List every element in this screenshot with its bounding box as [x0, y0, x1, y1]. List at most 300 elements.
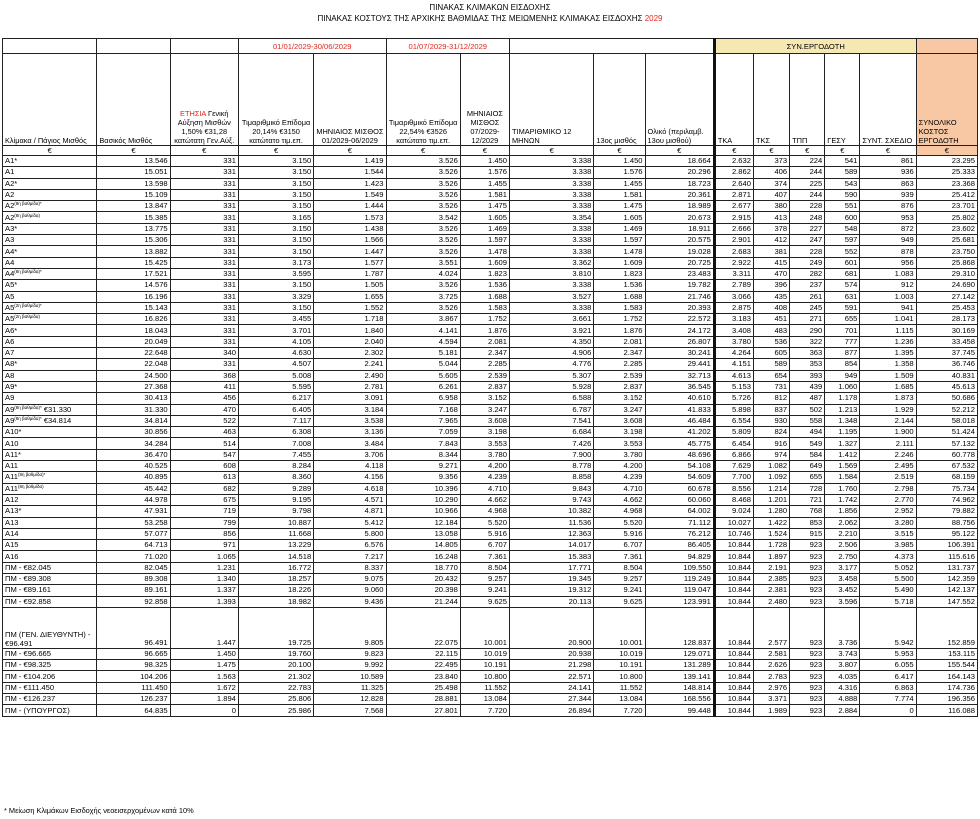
- cell: 1.569: [825, 461, 860, 472]
- cell: 152.859: [916, 607, 977, 648]
- cell: 3.183: [714, 314, 753, 325]
- cell: 7.217: [314, 551, 386, 562]
- cell: 3.150: [238, 223, 313, 234]
- cell: 22.495: [386, 660, 460, 671]
- row-label: [3, 268, 97, 279]
- cell: 331: [170, 201, 238, 212]
- cell: 406: [753, 167, 789, 178]
- cell: 8.468: [714, 494, 753, 505]
- cell: 9.257: [460, 573, 509, 584]
- row-label-text: ΠΜ (ΓΕΝ. ΔΙΕΥΘΥΝΤΗ) - €96.491: [5, 629, 91, 648]
- cell: 47.931: [97, 506, 170, 517]
- cell: 7.541: [510, 415, 594, 426]
- cell: 10.844: [714, 648, 753, 659]
- row-label: [3, 381, 97, 392]
- cell: 30.241: [645, 348, 714, 359]
- cell: 3.354: [510, 212, 594, 223]
- cell: 111.450: [97, 682, 170, 693]
- cell: 0: [170, 705, 238, 716]
- cell: 1.544: [314, 167, 386, 178]
- cell: 89.161: [97, 585, 170, 596]
- cell: 1.688: [460, 291, 509, 302]
- cell: 6.866: [714, 449, 753, 460]
- cell: 5.500: [860, 573, 916, 584]
- cell: 20.725: [645, 257, 714, 268]
- cell: 7.361: [594, 551, 645, 562]
- cell: 3.526: [386, 156, 460, 167]
- cell: 53.258: [97, 517, 170, 528]
- cell: 1.455: [460, 178, 509, 189]
- cell: 13.847: [97, 201, 170, 212]
- cell: 6.055: [860, 660, 916, 671]
- table-row: [3, 671, 978, 682]
- cell: 5.726: [714, 393, 753, 404]
- cell: 3.184: [314, 404, 386, 415]
- table-row: [3, 336, 978, 347]
- cell: 4.571: [314, 494, 386, 505]
- cell: 1.509: [860, 370, 916, 381]
- cell: 8.504: [460, 562, 509, 573]
- cell: 98.325: [97, 660, 170, 671]
- row-label: [3, 694, 97, 705]
- cell: 3.867: [386, 314, 460, 325]
- cell: 470: [170, 404, 238, 415]
- cell: 558: [790, 415, 825, 426]
- row-label: [3, 156, 97, 167]
- cell: 29.310: [916, 268, 977, 279]
- row-label: [3, 404, 97, 415]
- cell: 536: [753, 336, 789, 347]
- cell: 923: [790, 573, 825, 584]
- cell: 6.308: [238, 427, 313, 438]
- cell: 4.105: [238, 336, 313, 347]
- cell: 15.109: [97, 189, 170, 200]
- cell: 18.723: [645, 178, 714, 189]
- cell: 1.060: [825, 381, 860, 392]
- cell: 9.843: [510, 483, 594, 494]
- cell: 40.831: [916, 370, 977, 381]
- cell: 3.150: [238, 178, 313, 189]
- employer-contributions-header: ΣΥΝ.ΕΡΓΟΔΟΤΗ: [714, 39, 916, 54]
- cell: 18.911: [645, 223, 714, 234]
- row-label: [3, 393, 97, 404]
- cell: 5.718: [860, 596, 916, 607]
- cell: 5.307: [510, 370, 594, 381]
- cell: 2.783: [753, 671, 789, 682]
- cell: 1.455: [594, 178, 645, 189]
- cell: 552: [825, 246, 860, 257]
- cell: 701: [825, 325, 860, 336]
- cell: 6.787: [510, 404, 594, 415]
- cell: 2.632: [714, 156, 753, 167]
- cell: 719: [170, 506, 238, 517]
- cell: 26.894: [510, 705, 594, 716]
- cell: 3.136: [314, 427, 386, 438]
- row-label: [3, 494, 97, 505]
- cell: 67.532: [916, 461, 977, 472]
- cell: 2.347: [594, 348, 645, 359]
- cell: 27.801: [386, 705, 460, 716]
- cell: 20.100: [238, 660, 313, 671]
- table-row: [3, 472, 978, 483]
- cell: 1.536: [594, 280, 645, 291]
- cell: 12.828: [314, 694, 386, 705]
- cell: 2.875: [714, 302, 753, 313]
- table-row: [3, 167, 978, 178]
- cell: 331: [170, 167, 238, 178]
- cell: 353: [790, 359, 825, 370]
- cell: 1.236: [860, 336, 916, 347]
- period-row: [3, 39, 978, 54]
- cell: 10.019: [460, 648, 509, 659]
- row-label-text: A16: [5, 551, 19, 561]
- cell: 18.770: [386, 562, 460, 573]
- cell: 7.426: [510, 438, 594, 449]
- cell: 13.546: [97, 156, 170, 167]
- cell: 5.044: [386, 359, 460, 370]
- table-row: [3, 540, 978, 551]
- cell: 68.159: [916, 472, 977, 483]
- table-row: [3, 694, 978, 705]
- col-total-cost: ΣΥΝΟΛΙΚΟ ΚΟΣΤΟΣ ΕΡΓΟΔΟΤΗ: [916, 54, 977, 146]
- cell: 675: [170, 494, 238, 505]
- cell: 3.150: [238, 235, 313, 246]
- cell: 590: [825, 189, 860, 200]
- table-row: [3, 314, 978, 325]
- cell: 9.024: [714, 506, 753, 517]
- cell: 6.217: [238, 393, 313, 404]
- cell: 11.536: [510, 517, 594, 528]
- cell: 2.381: [753, 585, 789, 596]
- cell: 2.770: [860, 494, 916, 505]
- cell: 331: [170, 325, 238, 336]
- cell: 2.285: [594, 359, 645, 370]
- currency-cell: €: [97, 146, 170, 156]
- cell: 129.071: [645, 648, 714, 659]
- cell: 10.966: [386, 506, 460, 517]
- cell: 245: [790, 302, 825, 313]
- cell: 86.405: [645, 540, 714, 551]
- cell: 10.800: [594, 671, 645, 682]
- cell: 415: [753, 257, 789, 268]
- cell: 19.028: [645, 246, 714, 257]
- cell: 22.648: [97, 348, 170, 359]
- cell: 54.108: [645, 461, 714, 472]
- cell: 3.921: [510, 325, 594, 336]
- cell: 654: [753, 370, 789, 381]
- cell: 1.563: [170, 671, 238, 682]
- cell: 494: [790, 427, 825, 438]
- cell: 22.572: [645, 314, 714, 325]
- row-label-text: ΠΜ - €104.206: [5, 671, 56, 681]
- row-label: [3, 551, 97, 562]
- cell: 547: [170, 449, 238, 460]
- cell: 4.776: [510, 359, 594, 370]
- currency-cell: €: [645, 146, 714, 156]
- row-label: [3, 682, 97, 693]
- cell: 4.871: [314, 506, 386, 517]
- cell: 600: [825, 212, 860, 223]
- cell: 147.552: [916, 596, 977, 607]
- col-tks: ΤΚΣ: [753, 54, 789, 146]
- cell: 3.526: [386, 302, 460, 313]
- table-row: [3, 302, 978, 313]
- cell: 7.008: [238, 438, 313, 449]
- cell: 502: [790, 404, 825, 415]
- cell: 22.571: [510, 671, 594, 682]
- cell: 9.992: [314, 660, 386, 671]
- row-label: [3, 257, 97, 268]
- cell: 4.968: [594, 506, 645, 517]
- cell: 1.065: [170, 551, 238, 562]
- cell: 20.361: [645, 189, 714, 200]
- table-row: [3, 528, 978, 539]
- cell: 331: [170, 359, 238, 370]
- cell: 456: [170, 393, 238, 404]
- cell: 271: [790, 314, 825, 325]
- cell: 10.382: [510, 506, 594, 517]
- cell: 1.685: [860, 381, 916, 392]
- cell: 48.696: [645, 449, 714, 460]
- currency-cell: €: [238, 146, 313, 156]
- cell: 3.515: [860, 528, 916, 539]
- cell: 1.897: [753, 551, 789, 562]
- cell: 923: [790, 585, 825, 596]
- table-row: [3, 212, 978, 223]
- currency-cell: €: [460, 146, 509, 156]
- row-label-text: A8: [5, 370, 15, 380]
- cell: 2.539: [460, 370, 509, 381]
- cell: 1.688: [594, 291, 645, 302]
- cell: 40.525: [97, 461, 170, 472]
- cell: 853: [790, 517, 825, 528]
- cell: 3.362: [510, 257, 594, 268]
- row-label-text: A13: [5, 517, 19, 527]
- cell: 3.150: [238, 167, 313, 178]
- footnote: * Μείωση Κλιμάκων Εισδοχής νεοεισερχομένων κατά 10%: [4, 806, 194, 815]
- cell: 5.595: [238, 381, 313, 392]
- cell: 7.168: [386, 404, 460, 415]
- cell: 64.002: [645, 506, 714, 517]
- cell: 7.843: [386, 438, 460, 449]
- cell: 522: [170, 415, 238, 426]
- table-row: [3, 370, 978, 381]
- cell: 3.150: [238, 156, 313, 167]
- cell: 5.898: [714, 404, 753, 415]
- cell: 936: [860, 167, 916, 178]
- cell: 4.024: [386, 268, 460, 279]
- cell: 4.630: [238, 348, 313, 359]
- cell: 3.551: [386, 257, 460, 268]
- cell: 9.271: [386, 461, 460, 472]
- cell: 3.280: [860, 517, 916, 528]
- row-label: [3, 461, 97, 472]
- row-label-text: ΠΜ - €126.237: [5, 694, 56, 704]
- cell: 9.356: [386, 472, 460, 483]
- cell: 2.862: [714, 167, 753, 178]
- table-row: [3, 393, 978, 404]
- cell: 483: [753, 325, 789, 336]
- cell: 1.760: [825, 483, 860, 494]
- cell: 7.059: [386, 427, 460, 438]
- currency-row: [3, 146, 978, 156]
- cell: 1.083: [860, 268, 916, 279]
- cell: 126.237: [97, 694, 170, 705]
- row-label-text: A9*: [5, 382, 18, 392]
- cell: 9.805: [314, 607, 386, 648]
- table-row: [3, 607, 978, 648]
- table-row: [3, 381, 978, 392]
- cell: 2.081: [594, 336, 645, 347]
- cell: 589: [825, 167, 860, 178]
- cell: 3.526: [386, 223, 460, 234]
- col-13th: 13ος μισθός: [594, 54, 645, 146]
- row-label: [3, 223, 97, 234]
- table-row: [3, 585, 978, 596]
- col-monthly-1: ΜΗΝΙΑΙΟΣ ΜΙΣΘΟΣ 01/2029-06/2029: [314, 54, 386, 146]
- col-scale: Κλίμακα / Πάγιος Μισθός: [3, 54, 97, 146]
- cell: 29.441: [645, 359, 714, 370]
- cell: 799: [170, 517, 238, 528]
- cell: 10.844: [714, 660, 753, 671]
- table-row: [3, 705, 978, 716]
- cell: 3.247: [594, 404, 645, 415]
- cell: 1.989: [753, 705, 789, 716]
- cell: 1.536: [460, 280, 509, 291]
- table-row: [3, 660, 978, 671]
- cell: 1.201: [753, 494, 789, 505]
- row-label: [3, 178, 97, 189]
- cell: 3.338: [510, 167, 594, 178]
- cell: 728: [790, 483, 825, 494]
- cell: 923: [790, 562, 825, 573]
- cell: 2.798: [860, 483, 916, 494]
- cell: 655: [825, 314, 860, 325]
- cell: 941: [860, 302, 916, 313]
- cell: 11.668: [238, 528, 313, 539]
- cell: 768: [790, 506, 825, 517]
- row-label-sup: (2η βαθμίδα): [14, 314, 40, 320]
- cell: 40.610: [645, 393, 714, 404]
- cell: 3.338: [510, 223, 594, 234]
- cell: 1.566: [314, 235, 386, 246]
- cell: 854: [825, 359, 860, 370]
- cell: 13.882: [97, 246, 170, 257]
- cell: 2.666: [714, 223, 753, 234]
- row-label: [3, 235, 97, 246]
- cell: 412: [753, 235, 789, 246]
- cell: 3.780: [594, 449, 645, 460]
- cell: 549: [790, 438, 825, 449]
- cell: 14.576: [97, 280, 170, 291]
- cell: 613: [170, 472, 238, 483]
- cell: 15.385: [97, 212, 170, 223]
- cell: 548: [825, 223, 860, 234]
- currency-cell: €: [3, 146, 97, 156]
- table-row: [3, 596, 978, 607]
- row-label-text: A13*: [5, 506, 22, 516]
- cell: 956: [860, 257, 916, 268]
- cell: 10.191: [460, 660, 509, 671]
- cell: 1.447: [170, 607, 238, 648]
- cell: 9.060: [314, 585, 386, 596]
- cell: 3.553: [594, 438, 645, 449]
- cell: 3.526: [386, 189, 460, 200]
- cell: 40.895: [97, 472, 170, 483]
- row-label: [3, 472, 97, 483]
- row-label-text: A9: [5, 415, 15, 425]
- cell: 3.736: [825, 607, 860, 648]
- row-label: [3, 607, 97, 648]
- cell: 953: [860, 212, 916, 223]
- cell: 10.800: [460, 671, 509, 682]
- row-label-text: A4*: [5, 246, 18, 256]
- cell: 1.469: [594, 223, 645, 234]
- cell: 331: [170, 268, 238, 279]
- cell: 20.296: [645, 167, 714, 178]
- cell: 631: [825, 291, 860, 302]
- cell: 3.452: [825, 585, 860, 596]
- row-label: [3, 517, 97, 528]
- cell: 584: [790, 449, 825, 460]
- table-row: [3, 280, 978, 291]
- cell: 1.178: [825, 393, 860, 404]
- cell: 378: [753, 223, 789, 234]
- row-label: [3, 671, 97, 682]
- cell: 1.450: [594, 156, 645, 167]
- cell: 3.455: [238, 314, 313, 325]
- cell: 3.780: [460, 449, 509, 460]
- cell: 7.629: [714, 461, 753, 472]
- cell: 3.661: [510, 314, 594, 325]
- row-label-text: A8*: [5, 359, 18, 369]
- cell: 4.618: [314, 483, 386, 494]
- cell: 9.823: [314, 648, 386, 659]
- cell: 2.480: [753, 596, 789, 607]
- row-label-sup: (2η βαθμίδα)*: [14, 303, 42, 308]
- row-label-text: A2: [5, 190, 15, 200]
- cell: 1.873: [860, 393, 916, 404]
- cell: 4.662: [460, 494, 509, 505]
- currency-cell: €: [860, 146, 916, 156]
- row-label-sup: (8η βαθμίδα)*: [14, 415, 42, 421]
- cell: 2.241: [314, 359, 386, 370]
- cell: 721: [790, 494, 825, 505]
- cell: 2.915: [714, 212, 753, 223]
- cell: 18.257: [238, 573, 313, 584]
- cell: 21.244: [386, 596, 460, 607]
- cell: 25.333: [916, 167, 977, 178]
- row-label-text: A4: [5, 269, 15, 279]
- cell: 2.640: [714, 178, 753, 189]
- cell: 923: [790, 551, 825, 562]
- cell: 3.526: [386, 246, 460, 257]
- cell: 923: [790, 671, 825, 682]
- cell: 6.707: [594, 540, 645, 551]
- cell: 876: [860, 201, 916, 212]
- cell: 463: [170, 427, 238, 438]
- cell: 4.888: [825, 694, 860, 705]
- cell: 930: [753, 415, 789, 426]
- cell: 228: [790, 246, 825, 257]
- cell: 1.214: [753, 483, 789, 494]
- cell: 2.871: [714, 189, 753, 200]
- cell: 3.091: [314, 393, 386, 404]
- cell: 2.837: [594, 381, 645, 392]
- cell: 4.350: [510, 336, 594, 347]
- table-row: [3, 562, 978, 573]
- row-label-sup: (8η βαθμίδα)*: [14, 269, 42, 275]
